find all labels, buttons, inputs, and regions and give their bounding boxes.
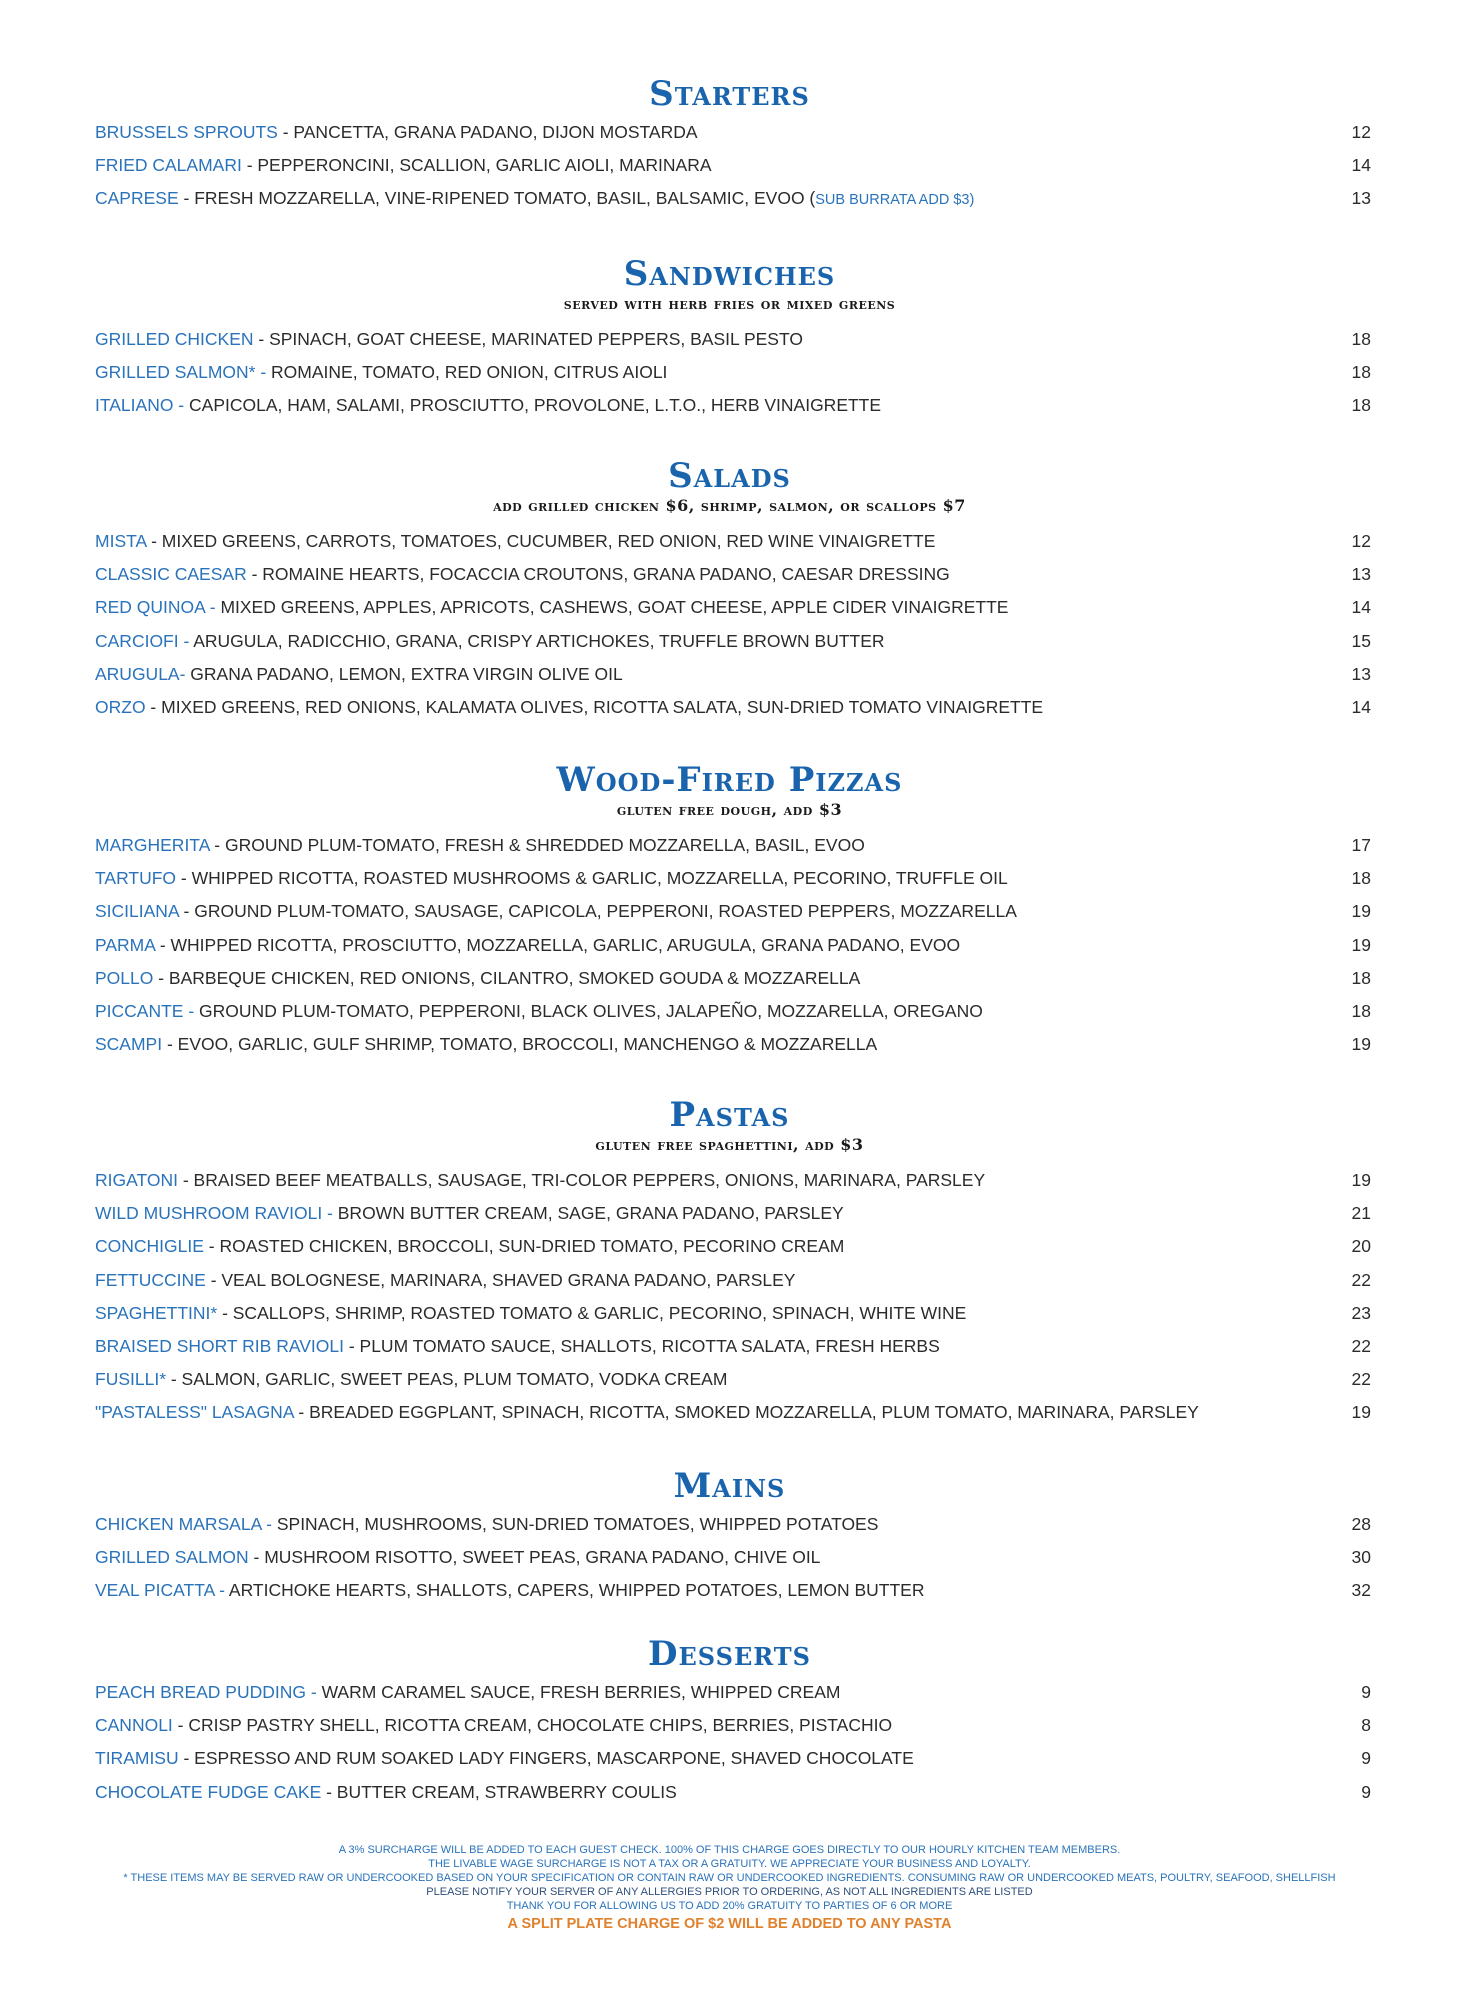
item-price: 21 bbox=[1351, 1203, 1371, 1224]
section-title: Mains bbox=[673, 1466, 786, 1506]
item-description: - GROUND PLUM-TOMATO, FRESH & SHREDDED MOZZARELLA, BASIL, EVOO bbox=[209, 835, 865, 855]
item-name: MARGHERITA bbox=[95, 835, 210, 855]
item-name: SICILIANA bbox=[95, 901, 179, 922]
section-title: Starters bbox=[649, 74, 810, 114]
item-price: 20 bbox=[1351, 1236, 1371, 1257]
section-title: Salads bbox=[668, 456, 791, 496]
item-description: - FRESH MOZZARELLA, VINE-RIPENED TOMATO, BASIL, BALSAMIC, EVOO ( bbox=[178, 188, 816, 209]
menu-item bbox=[0, 995, 1459, 1028]
item-description: SPINACH, MUSHROOMS, SUN-DRIED TOMATOES, WHIPPED POTATOES bbox=[271, 1514, 879, 1534]
item-price: 14 bbox=[1351, 597, 1371, 618]
section-salads bbox=[0, 456, 1459, 724]
item-price: 13 bbox=[1351, 188, 1371, 209]
item-price: 18 bbox=[1351, 362, 1371, 383]
menu-item bbox=[0, 1197, 1459, 1230]
item-description: - MUSHROOM RISOTTO, SWEET PEAS, GRANA PADANO, CHIVE OIL bbox=[248, 1547, 821, 1568]
section-sandwiches bbox=[0, 254, 1459, 423]
item-description: GROUND PLUM-TOMATO, PEPPERONI, BLACK OLIVES, JALAPEÑO, MOZZARELLA, OREGANO bbox=[194, 1000, 983, 1021]
menu-item bbox=[0, 1676, 1459, 1709]
section-pizzas bbox=[0, 760, 1459, 1061]
item-description: WARM CARAMEL SAUCE, FRESH BERRIES, WHIPPED CREAM bbox=[316, 1682, 841, 1702]
menu-item bbox=[0, 829, 1459, 862]
section-subtitle: add grilled chicken $6, shrimp, salmon, or scallops $7 bbox=[493, 496, 966, 515]
section-title: Wood-Fired Pizzas bbox=[556, 760, 903, 800]
item-description: - BUTTER CREAM, STRAWBERRY COULIS bbox=[321, 1781, 677, 1802]
item-description: MIXED GREENS, APPLES, APRICOTS, CASHEWS, GOAT CHEESE, APPLE CIDER VINAIGRETTE bbox=[215, 597, 1009, 618]
item-description: - BREADED EGGPLANT, SPINACH, RICOTTA, SMOKED MOZZARELLA, PLUM TOMATO, MARINARA, PARSLEY bbox=[293, 1402, 1199, 1423]
item-name: FRIED CALAMARI bbox=[95, 155, 242, 176]
item-name: ITALIANO - bbox=[95, 395, 185, 416]
allergy-notice: PLEASE NOTIFY YOUR SERVER OF ANY ALLERGIES PRIOR TO ORDERING, AS NOT ALL INGREDIENTS ARE LISTED bbox=[426, 1886, 1033, 1898]
item-name: PARMA bbox=[95, 934, 155, 955]
item-price: 9 bbox=[1361, 1682, 1371, 1702]
item-name: GRILLED SALMON bbox=[95, 1547, 249, 1568]
item-name: VEAL PICATTA - bbox=[95, 1580, 225, 1601]
item-price: 19 bbox=[1351, 934, 1371, 955]
item-price: 18 bbox=[1351, 395, 1371, 416]
item-description: CAPICOLA, HAM, SALAMI, PROSCIUTTO, PROVOLONE, L.T.O., HERB VINAIGRETTE bbox=[184, 395, 882, 416]
item-name: RED QUINOA - bbox=[95, 597, 216, 618]
item-description: - VEAL BOLOGNESE, MARINARA, SHAVED GRANA PADANO, PARSLEY bbox=[205, 1269, 796, 1290]
item-name: GRILLED CHICKEN bbox=[95, 329, 254, 349]
menu-item bbox=[0, 1541, 1459, 1574]
surcharge-disclaimer: THE LIVABLE WAGE SURCHARGE IS NOT A TAX OR A GRATUITY. WE APPRECIATE YOUR BUSINESS AND LOYALTY. bbox=[428, 1858, 1031, 1870]
menu-item bbox=[0, 116, 1459, 149]
item-price: 19 bbox=[1351, 1170, 1371, 1190]
item-price: 14 bbox=[1351, 155, 1371, 176]
item-name: TARTUFO bbox=[95, 868, 177, 889]
item-name: CONCHIGLIE bbox=[95, 1236, 204, 1257]
menu-item bbox=[0, 658, 1459, 691]
item-description: - ESPRESSO AND RUM SOAKED LADY FINGERS, MASCARPONE, SHAVED CHOCOLATE bbox=[178, 1748, 914, 1769]
menu-item bbox=[0, 1330, 1459, 1363]
menu-item bbox=[0, 1508, 1459, 1541]
item-name: BRUSSELS SPROUTS bbox=[95, 122, 278, 142]
menu-item bbox=[0, 1230, 1459, 1263]
menu-item bbox=[0, 1396, 1459, 1429]
item-price: 28 bbox=[1351, 1514, 1371, 1534]
item-description: - ROMAINE HEARTS, FOCACCIA CROUTONS, GRANA PADANO, CAESAR DRESSING bbox=[246, 564, 950, 585]
item-price: 12 bbox=[1351, 122, 1371, 142]
section-desserts bbox=[0, 1634, 1459, 1809]
item-description: - EVOO, GARLIC, GULF SHRIMP, TOMATO, BROCCOLI, MANCHENGO & MOZZARELLA bbox=[162, 1034, 878, 1055]
item-price: 18 bbox=[1351, 967, 1371, 988]
menu-item bbox=[0, 1776, 1459, 1809]
menu-item bbox=[0, 625, 1459, 658]
menu-item bbox=[0, 1574, 1459, 1607]
item-price: 18 bbox=[1351, 1000, 1371, 1021]
item-price: 18 bbox=[1351, 329, 1371, 349]
item-price: 22 bbox=[1351, 1269, 1371, 1290]
item-note: SUB BURRATA ADD $3) bbox=[815, 192, 975, 209]
item-price: 32 bbox=[1351, 1580, 1371, 1601]
item-price: 13 bbox=[1351, 663, 1371, 684]
gratuity-notice: THANK YOU FOR ALLOWING US TO ADD 20% GRATUITY TO PARTIES OF 6 OR MORE bbox=[506, 1900, 953, 1912]
item-description: - WHIPPED RICOTTA, PROSCIUTTO, MOZZARELLA, GARLIC, ARUGULA, GRANA PADANO, EVOO bbox=[154, 934, 961, 955]
item-price: 9 bbox=[1361, 1781, 1371, 1802]
item-description: - MIXED GREENS, RED ONIONS, KALAMATA OLIVES, RICOTTA SALATA, SUN-DRIED TOMATO VINAIGRETTE bbox=[145, 696, 1044, 717]
raw-food-warning: * THESE ITEMS MAY BE SERVED RAW OR UNDERCOOKED BASED ON YOUR SPECIFICATION OR CONTAIN RAW OR UNDERCOOKED INGREDIENTS. CONSUMING RAW OR UNDERCOOKED MEATS, POULTRY, SEAFOOD, SHELLFISH bbox=[123, 1872, 1336, 1884]
item-name: ORZO bbox=[95, 696, 146, 717]
item-description: ARUGULA, RADICCHIO, GRANA, CRISPY ARTICHOKES, TRUFFLE BROWN BUTTER bbox=[189, 630, 885, 651]
item-description: - BRAISED BEEF MEATBALLS, SAUSAGE, TRI-COLOR PEPPERS, ONIONS, MARINARA, PARSLEY bbox=[177, 1170, 986, 1190]
item-price: 13 bbox=[1351, 564, 1371, 585]
item-name: TIRAMISU bbox=[95, 1748, 179, 1769]
menu-item bbox=[0, 1742, 1459, 1775]
item-description: - ROASTED CHICKEN, BROCCOLI, SUN-DRIED TOMATO, PECORINO CREAM bbox=[203, 1236, 845, 1257]
item-description: - BARBEQUE CHICKEN, RED ONIONS, CILANTRO, SMOKED GOUDA & MOZZARELLA bbox=[153, 967, 861, 988]
menu-item bbox=[0, 1297, 1459, 1330]
menu-item bbox=[0, 356, 1459, 389]
menu-item bbox=[0, 691, 1459, 724]
menu-item bbox=[0, 1028, 1459, 1061]
item-name: GRILLED SALMON* - bbox=[95, 362, 267, 383]
menu-item bbox=[0, 895, 1459, 928]
item-name: POLLO bbox=[95, 967, 154, 988]
menu-item bbox=[0, 929, 1459, 962]
item-name: "PASTALESS" LASAGNA bbox=[95, 1402, 294, 1423]
item-description: ROMAINE, TOMATO, RED ONION, CITRUS AIOLI bbox=[266, 362, 668, 383]
item-description: - PANCETTA, GRANA PADANO, DIJON MOSTARDA bbox=[277, 122, 698, 142]
item-description: - MIXED GREENS, CARROTS, TOMATOES, CUCUMBER, RED ONION, RED WINE VINAIGRETTE bbox=[146, 531, 936, 551]
item-price: 12 bbox=[1351, 531, 1371, 551]
menu-item bbox=[0, 1264, 1459, 1297]
footer-notices bbox=[0, 1843, 1459, 1934]
item-price: 15 bbox=[1351, 630, 1371, 651]
section-subtitle: gluten free dough, add $3 bbox=[616, 800, 843, 819]
menu-item bbox=[0, 1709, 1459, 1742]
item-description: GRANA PADANO, LEMON, EXTRA VIRGIN OLIVE OIL bbox=[185, 663, 623, 684]
surcharge-notice: A 3% SURCHARGE WILL BE ADDED TO EACH GUEST CHECK. 100% OF THIS CHARGE GOES DIRECTLY TO OUR HOURLY KITCHEN TEAM MEMBERS. bbox=[338, 1844, 1121, 1856]
item-price: 19 bbox=[1351, 1402, 1371, 1423]
item-name: CLASSIC CAESAR bbox=[95, 564, 247, 585]
section-subtitle: gluten free spaghettini, add $3 bbox=[595, 1135, 864, 1154]
section-mains bbox=[0, 1466, 1459, 1608]
item-name: MISTA bbox=[95, 531, 147, 551]
menu-item bbox=[0, 525, 1459, 558]
item-description: - SPINACH, GOAT CHEESE, MARINATED PEPPERS, BASIL PESTO bbox=[253, 329, 803, 349]
item-price: 19 bbox=[1351, 1034, 1371, 1055]
menu-item bbox=[0, 149, 1459, 182]
item-description: - PEPPERONCINI, SCALLION, GARLIC AIOLI, MARINARA bbox=[241, 155, 712, 176]
split-plate-notice: A SPLIT PLATE CHARGE OF $2 WILL BE ADDED TO ANY PASTA bbox=[507, 1916, 952, 1932]
item-description: - PLUM TOMATO SAUCE, SHALLOTS, RICOTTA SALATA, FRESH HERBS bbox=[343, 1335, 940, 1356]
menu-item bbox=[0, 962, 1459, 995]
item-price: 8 bbox=[1361, 1715, 1371, 1736]
menu-item bbox=[0, 1164, 1459, 1197]
item-description: - SALMON, GARLIC, SWEET PEAS, PLUM TOMATO, VODKA CREAM bbox=[166, 1369, 728, 1390]
item-price: 30 bbox=[1351, 1547, 1371, 1568]
section-pastas bbox=[0, 1095, 1459, 1430]
item-price: 18 bbox=[1351, 868, 1371, 889]
item-description: - WHIPPED RICOTTA, ROASTED MUSHROOMS & GARLIC, MOZZARELLA, PECORINO, TRUFFLE OIL bbox=[176, 868, 1008, 889]
item-name: CANNOLI bbox=[95, 1715, 173, 1736]
section-title: Pastas bbox=[669, 1095, 790, 1135]
item-name: CHOCOLATE FUDGE CAKE bbox=[95, 1781, 322, 1802]
item-name: SPAGHETTINI* bbox=[95, 1302, 218, 1323]
item-description: BROWN BUTTER CREAM, SAGE, GRANA PADANO, PARSLEY bbox=[332, 1203, 844, 1224]
section-title: Sandwiches bbox=[623, 254, 836, 294]
item-description: - SCALLOPS, SHRIMP, ROASTED TOMATO & GARLIC, PECORINO, SPINACH, WHITE WINE bbox=[217, 1302, 967, 1323]
section-title: Desserts bbox=[648, 1634, 811, 1674]
item-price: 19 bbox=[1351, 901, 1371, 922]
item-description: - GROUND PLUM-TOMATO, SAUSAGE, CAPICOLA, PEPPERONI, ROASTED PEPPERS, MOZZARELLA bbox=[178, 901, 1017, 922]
item-name: FUSILLI* bbox=[95, 1369, 166, 1390]
item-name: ARUGULA- bbox=[95, 663, 186, 684]
menu-item bbox=[0, 862, 1459, 895]
item-name: CHICKEN MARSALA - bbox=[95, 1514, 272, 1534]
item-name: BRAISED SHORT RIB RAVIOLI bbox=[95, 1335, 344, 1356]
menu-item bbox=[0, 323, 1459, 356]
menu-item bbox=[0, 1363, 1459, 1396]
menu-item bbox=[0, 558, 1459, 591]
item-price: 14 bbox=[1351, 696, 1371, 717]
item-name: PEACH BREAD PUDDING - bbox=[95, 1682, 317, 1702]
item-description: - CRISP PASTRY SHELL, RICOTTA CREAM, CHOCOLATE CHIPS, BERRIES, PISTACHIO bbox=[172, 1715, 893, 1736]
menu-item bbox=[0, 182, 1459, 215]
item-price: 23 bbox=[1351, 1302, 1371, 1323]
item-name: PICCANTE - bbox=[95, 1000, 195, 1021]
item-name: WILD MUSHROOM RAVIOLI - bbox=[95, 1203, 333, 1224]
item-name: RIGATONI bbox=[95, 1170, 178, 1190]
menu-item bbox=[0, 389, 1459, 422]
item-name: SCAMPI bbox=[95, 1034, 163, 1055]
item-name: CARCIOFI - bbox=[95, 630, 190, 651]
item-price: 17 bbox=[1351, 835, 1371, 855]
item-name: CAPRESE bbox=[95, 188, 179, 209]
item-price: 22 bbox=[1351, 1335, 1371, 1356]
item-price: 9 bbox=[1361, 1748, 1371, 1769]
item-name: FETTUCCINE bbox=[95, 1269, 206, 1290]
section-subtitle: served with herb fries or mixed greens bbox=[563, 294, 896, 313]
menu-item bbox=[0, 591, 1459, 624]
item-price: 22 bbox=[1351, 1369, 1371, 1390]
item-description: ARTICHOKE HEARTS, SHALLOTS, CAPERS, WHIPPED POTATOES, LEMON BUTTER bbox=[225, 1580, 925, 1601]
section-starters bbox=[0, 74, 1459, 216]
